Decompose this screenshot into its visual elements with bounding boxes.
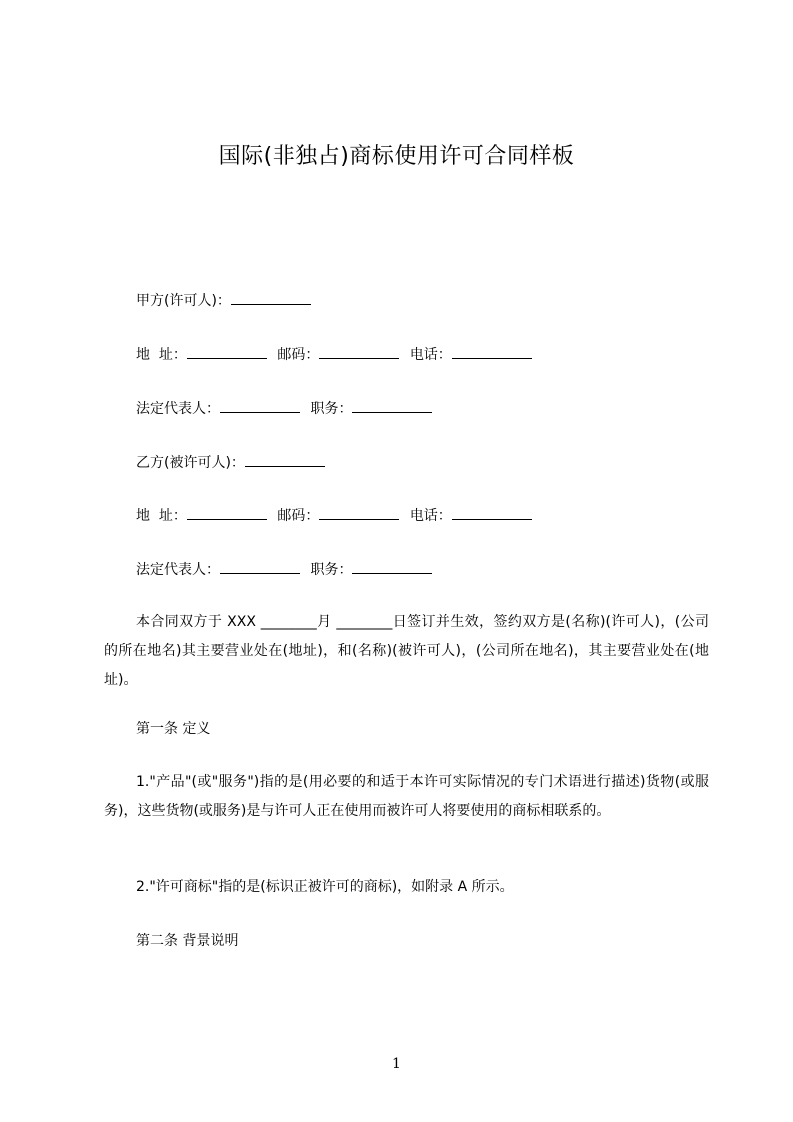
party-b-rep-blank [220,560,300,574]
article-1-item-1: 1."产品"(或"服务")指的是(用必要的和适于本许可实际情况的专门术语进行描述)货物(或服务)，这些货物(或服务)是与许可人正在使用而被许可人将要使用的商标相联系的。 [104,774,709,819]
party-b-line [136,453,325,473]
party-a-position-label: 职务： [310,401,353,417]
party-b-address-label: 地 址： [136,508,187,524]
party-b-postcode-label: 邮码： [277,508,320,524]
party-b-phone-label: 电话： [409,508,452,524]
party-a-postcode-blank [319,345,399,359]
party-b-blank [245,453,325,467]
party-b-rep-line [136,560,432,580]
party-a-line [136,291,311,311]
party-a-phone-blank [452,345,532,359]
party-a-address-line [136,345,532,365]
party-b-position-blank [352,560,432,574]
party-a-rep-label: 法定代表人： [136,401,220,417]
party-a-blank [231,291,311,305]
party-b-phone-blank [452,506,532,520]
party-b-position-label: 职务： [310,562,353,578]
party-a-address-blank [187,345,267,359]
party-a-label: 甲方(许可人)： [136,293,231,309]
party-a-postcode-label: 邮码： [277,347,320,363]
party-a-phone-label: 电话： [409,347,452,363]
party-b-label: 乙方(被许可人)： [136,455,245,471]
article-1-heading: 第一条 定义 [136,721,211,737]
page-number: 1 [392,1056,401,1072]
party-b-address-line [136,506,532,526]
document-title: 国际(非独占)商标使用许可合同样板 [218,144,575,169]
party-b-rep-label: 法定代表人： [136,562,220,578]
party-a-rep-line [136,399,432,419]
party-a-address-label: 地 址： [136,347,187,363]
article-2-heading: 第二条 背景说明 [136,933,239,949]
party-a-rep-blank [220,399,300,413]
party-a-position-blank [352,399,432,413]
intro-paragraph: 本合同双方于 XXX ________月 ________日签订并生效，签约双方是(名称)(许可人)，(公司的所在地名)其主要营业处在(地址)，和(名称)(被许可人)，(公司所在地名)，其主要营业处在(地址)。 [104,614,709,688]
party-b-address-blank [187,506,267,520]
party-b-postcode-blank [319,506,399,520]
article-1-item-2: 2."许可商标"指的是(标识正被许可的商标)，如附录 A 所示。 [136,879,514,895]
